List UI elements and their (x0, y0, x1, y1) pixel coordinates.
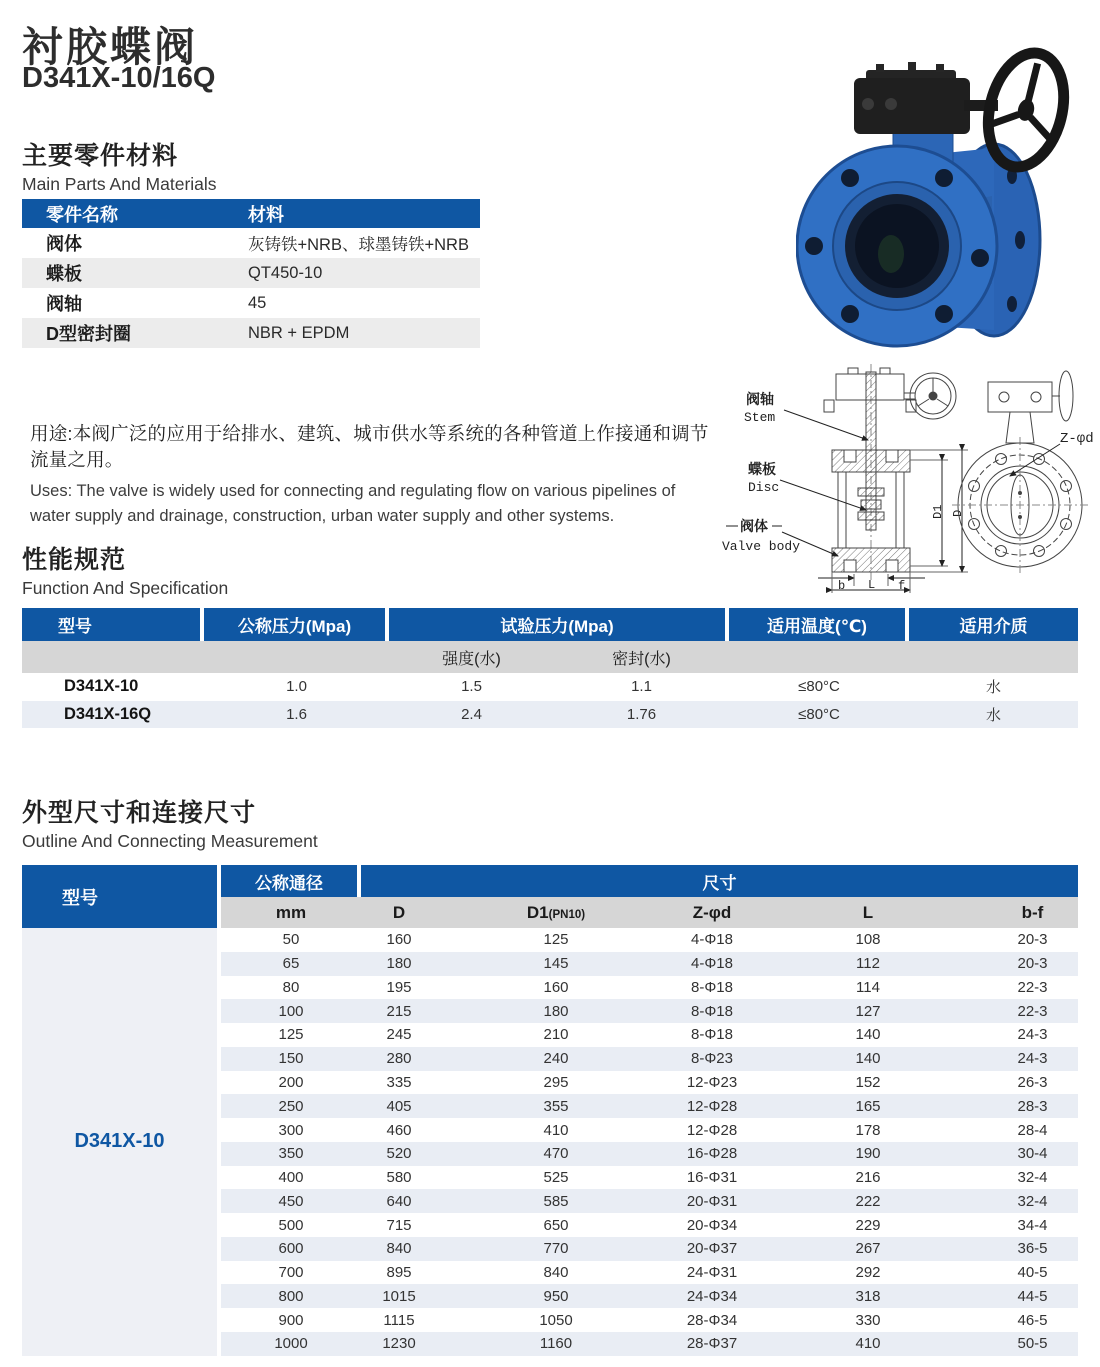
parts-materials-table (22, 199, 480, 348)
table-cell: 灰铸铁+NRB、球墨铸铁+NRB (248, 236, 469, 254)
table-cell: 125 (278, 1026, 304, 1044)
table-cell: 215 (386, 1002, 412, 1020)
column-header: 材料 (248, 204, 284, 225)
table-cell: 245 (386, 1026, 412, 1044)
table-cell: 580 (386, 1169, 412, 1187)
table-cell: 460 (386, 1121, 412, 1139)
table-cell: 28-Φ37 (686, 1335, 738, 1353)
table-cell: 20-Φ31 (686, 1192, 738, 1210)
spec-table-subheader (22, 641, 1078, 673)
table-row (22, 228, 480, 258)
table-cell: 600 (278, 1240, 304, 1258)
table-row (221, 976, 1078, 1000)
dim-table-body (221, 928, 1078, 1356)
table-cell: 24-Φ31 (686, 1264, 738, 1282)
table-cell: 50 (282, 931, 300, 949)
table-cell: 36-5 (1017, 1240, 1048, 1258)
table-row (221, 999, 1078, 1023)
label-body-cn: 阀体 (740, 520, 768, 536)
page-title: 衬胶蝶阀 (22, 24, 198, 70)
column-header: 公称压力(Mpa) (204, 608, 389, 641)
table-cell: 30-4 (1017, 1145, 1048, 1163)
table-cell: 400 (278, 1169, 304, 1187)
label-dim-b: b (838, 579, 846, 593)
table-cell: 水 (985, 706, 1001, 724)
table-row (221, 1261, 1078, 1285)
section-title-en: Function And Specification (22, 578, 229, 598)
table-cell: ≤80°C (798, 678, 840, 696)
table-cell: 585 (543, 1192, 569, 1210)
table-cell: 140 (855, 1050, 881, 1068)
section-outline-heading (22, 793, 318, 852)
table-cell: 8-Φ23 (691, 1050, 733, 1068)
label-dim-f: f (898, 579, 906, 593)
table-cell: 178 (855, 1121, 881, 1139)
table-cell: 46-5 (1017, 1311, 1048, 1329)
table-cell: 24-Φ34 (686, 1287, 738, 1305)
table-cell: 1230 (382, 1335, 416, 1353)
table-cell: 240 (543, 1050, 569, 1068)
table-cell: 229 (855, 1216, 881, 1234)
table-cell: 12-Φ28 (686, 1097, 738, 1115)
table-row (221, 1142, 1078, 1166)
table-cell: 125 (543, 931, 569, 949)
table-row (221, 1166, 1078, 1190)
table-cell: 410 (855, 1335, 881, 1353)
table-cell: 28-Φ34 (686, 1311, 738, 1329)
table-cell: 1115 (383, 1311, 415, 1329)
table-cell: 222 (855, 1192, 881, 1210)
table-cell: 1015 (382, 1287, 416, 1305)
label-dim-d1: D1 (931, 504, 945, 519)
table-cell: 950 (543, 1287, 569, 1305)
table-cell: 180 (386, 955, 412, 973)
table-cell: 195 (386, 978, 412, 996)
model-value: D341X-10 (74, 1130, 165, 1153)
table-cell: 44-5 (1017, 1287, 1048, 1305)
table-row (22, 288, 480, 318)
table-cell: 8-Φ18 (691, 978, 733, 996)
table-cell: 292 (855, 1264, 881, 1282)
table-cell: 28-3 (1017, 1097, 1048, 1115)
handwheel (977, 45, 1075, 175)
table-cell: NBR + EPDM (248, 323, 350, 342)
table-row (221, 1308, 1078, 1332)
table-cell: 140 (855, 1026, 881, 1044)
column-subheader: D (392, 902, 406, 922)
label-disc-en: Disc (748, 480, 780, 495)
spec-table-body (22, 673, 1078, 728)
technical-drawings (720, 360, 1100, 595)
table-cell: 180 (543, 1002, 569, 1020)
section-parts-heading (22, 136, 217, 195)
table-cell: 1.5 (461, 678, 482, 696)
table-cell: D341X-10 (64, 677, 139, 696)
table-cell: 8-Φ18 (691, 1026, 733, 1044)
model-cell (22, 928, 221, 1356)
table-cell: 525 (543, 1169, 569, 1187)
uses-text-cn: 用途:本阀广泛的应用于给排水、建筑、城市供水等系统的各种管道上作接通和调节流量之用。 (30, 423, 709, 470)
table-row (22, 318, 480, 348)
table-cell: 24-3 (1017, 1026, 1048, 1044)
table-cell: 4-Φ18 (691, 931, 733, 949)
section-title-cn: 性能规范 (22, 546, 127, 574)
column-header: 公称通径 (221, 865, 361, 897)
table-cell: 165 (855, 1097, 881, 1115)
table-cell: D341X-16Q (64, 704, 152, 723)
parts-table-body (22, 228, 480, 348)
table-cell: 40-5 (1017, 1264, 1048, 1282)
table-cell: 108 (855, 931, 881, 949)
table-cell: 1050 (539, 1311, 573, 1329)
table-cell: 蝶板 (46, 264, 82, 284)
label-dim-zd: Z-φd (1060, 431, 1094, 447)
table-cell: 112 (856, 955, 880, 973)
dim-table-subheader (221, 897, 1078, 928)
column-subheader: b-f (1021, 902, 1044, 922)
table-cell: 12-Φ23 (686, 1073, 738, 1091)
table-cell: 335 (386, 1073, 412, 1091)
table-cell: 160 (543, 978, 569, 996)
table-cell: 840 (386, 1240, 412, 1258)
table-cell: 34-4 (1017, 1216, 1048, 1234)
product-model: D341X-10/16Q (22, 62, 216, 94)
column-header: 型号 (22, 865, 221, 928)
table-cell: 200 (278, 1073, 304, 1091)
table-cell: 1000 (274, 1335, 308, 1353)
table-row (221, 1213, 1078, 1237)
table-cell: ≤80°C (798, 705, 840, 723)
label-body-en: Valve body (722, 539, 801, 554)
table-cell: 20-3 (1017, 931, 1048, 949)
table-cell: 715 (386, 1216, 412, 1234)
section-title-cn: 主要零件材料 (22, 142, 179, 170)
table-cell: 1.76 (626, 705, 657, 723)
section-title-cn: 外型尺寸和连接尺寸 (22, 799, 257, 827)
table-cell: 500 (278, 1216, 304, 1234)
table-cell: 100 (278, 1002, 304, 1020)
parts-table-header (22, 199, 480, 228)
table-cell: 330 (855, 1311, 881, 1329)
table-cell: D型密封圈 (46, 324, 131, 344)
table-cell: 阀轴 (46, 294, 82, 314)
table-cell: 700 (278, 1264, 304, 1282)
table-cell: 295 (543, 1073, 569, 1091)
product-photo-butterfly-valve (796, 28, 1088, 358)
table-cell: 405 (386, 1097, 412, 1115)
section-title-en: Outline And Connecting Measurement (22, 831, 318, 851)
table-cell: 16-Φ28 (686, 1145, 738, 1163)
table-cell: 770 (543, 1240, 569, 1258)
column-subheader: Z-φd (692, 902, 732, 922)
table-cell: 470 (543, 1145, 569, 1163)
dimensions-table (22, 865, 1078, 1356)
table-cell: 32-4 (1017, 1192, 1048, 1210)
table-cell: 650 (543, 1216, 569, 1234)
table-cell: 900 (278, 1311, 304, 1329)
table-cell: 1.0 (286, 678, 307, 696)
table-cell: 450 (278, 1192, 304, 1210)
table-row (22, 673, 1078, 701)
table-cell: 640 (386, 1192, 412, 1210)
column-header: 型号 (22, 608, 204, 641)
table-cell: 250 (278, 1097, 304, 1115)
uses-text-en-line2: water supply and drainage, construction, urban water supply and other systems. (30, 507, 615, 525)
table-cell: 8-Φ18 (691, 1002, 733, 1020)
table-row (221, 1332, 1078, 1356)
table-row (221, 1094, 1078, 1118)
table-cell: 895 (386, 1264, 412, 1282)
label-disc-cn: 蝶板 (748, 463, 776, 479)
front-view-drawing (952, 371, 1088, 573)
label-stem-en: Stem (744, 410, 776, 425)
table-cell: 阀体 (46, 234, 82, 254)
table-cell: 318 (855, 1287, 881, 1305)
table-cell: 1.1 (631, 678, 652, 696)
table-cell: QT450-10 (248, 263, 323, 282)
table-cell: 160 (386, 931, 412, 949)
label-dim-l: L (868, 578, 876, 592)
column-subheader: L (862, 902, 874, 922)
column-header: 零件名称 (46, 204, 118, 225)
column-header: 适用介质 (909, 608, 1078, 641)
function-specification-table (22, 608, 1078, 728)
spec-table-header (22, 608, 1078, 641)
table-cell: 22-3 (1017, 978, 1048, 996)
table-cell: 300 (278, 1121, 304, 1139)
table-cell: 50-5 (1017, 1335, 1048, 1353)
column-header: 适用温度(℃) (729, 608, 909, 641)
table-cell: 267 (855, 1240, 881, 1258)
table-cell: 水 (985, 679, 1001, 697)
table-cell: 152 (855, 1073, 881, 1091)
table-row (221, 1071, 1078, 1095)
table-cell: 20-Φ34 (686, 1216, 738, 1234)
table-cell: 20-3 (1017, 955, 1048, 973)
table-cell: 20-Φ37 (686, 1240, 738, 1258)
uses-text-en-line1: Uses: The valve is widely used for connecting and regulating flow on various pipelines of (30, 482, 676, 500)
table-cell: 22-3 (1017, 1002, 1048, 1020)
table-cell: 355 (543, 1097, 569, 1115)
column-header: 尺寸 (361, 865, 1078, 897)
table-row (221, 1023, 1078, 1047)
table-cell: 28-4 (1017, 1121, 1048, 1139)
table-row (221, 1047, 1078, 1071)
dim-table-header (22, 865, 1078, 928)
table-cell: 24-3 (1017, 1050, 1048, 1068)
table-cell: 26-3 (1017, 1073, 1048, 1091)
table-cell: 114 (856, 978, 880, 996)
table-row (22, 701, 1078, 729)
section-spec-heading (22, 540, 228, 599)
table-cell: 145 (543, 955, 569, 973)
table-cell: 1.6 (286, 705, 307, 723)
table-cell: 410 (543, 1121, 569, 1139)
column-subheader: D1(PN10) (526, 902, 586, 922)
table-cell: 1160 (539, 1335, 573, 1353)
table-cell: 350 (278, 1145, 304, 1163)
table-cell: 210 (543, 1026, 569, 1044)
uses-paragraph (30, 420, 720, 529)
table-cell: 520 (386, 1145, 412, 1163)
table-cell: 80 (282, 978, 300, 996)
column-subheader: mm (275, 902, 307, 922)
table-cell: 280 (386, 1050, 412, 1068)
section-title-en: Main Parts And Materials (22, 174, 217, 194)
table-cell: 12-Φ28 (686, 1121, 738, 1139)
table-cell: 2.4 (461, 705, 482, 723)
column-header: 试验压力(Mpa) (389, 608, 729, 641)
label-stem-cn: 阀轴 (746, 393, 774, 409)
table-cell: 32-4 (1017, 1169, 1048, 1187)
table-row (221, 1189, 1078, 1213)
table-cell: 16-Φ31 (686, 1169, 738, 1187)
column-subheader: 强度(水) (442, 650, 501, 668)
table-cell: 800 (278, 1287, 304, 1305)
table-row (221, 928, 1078, 952)
column-subheader: 密封(水) (612, 650, 671, 668)
table-cell: 4-Φ18 (691, 955, 733, 973)
label-dim-d: D (951, 509, 965, 517)
table-cell: 45 (248, 293, 267, 312)
table-row (221, 952, 1078, 976)
table-row (221, 1118, 1078, 1142)
table-row (22, 258, 480, 288)
table-cell: 190 (855, 1145, 881, 1163)
table-row (221, 1284, 1078, 1308)
table-cell: 127 (855, 1002, 881, 1020)
table-cell: 216 (855, 1169, 881, 1187)
table-cell: 840 (543, 1264, 569, 1282)
table-cell: 65 (282, 955, 300, 973)
table-cell: 150 (278, 1050, 304, 1068)
table-row (221, 1237, 1078, 1261)
